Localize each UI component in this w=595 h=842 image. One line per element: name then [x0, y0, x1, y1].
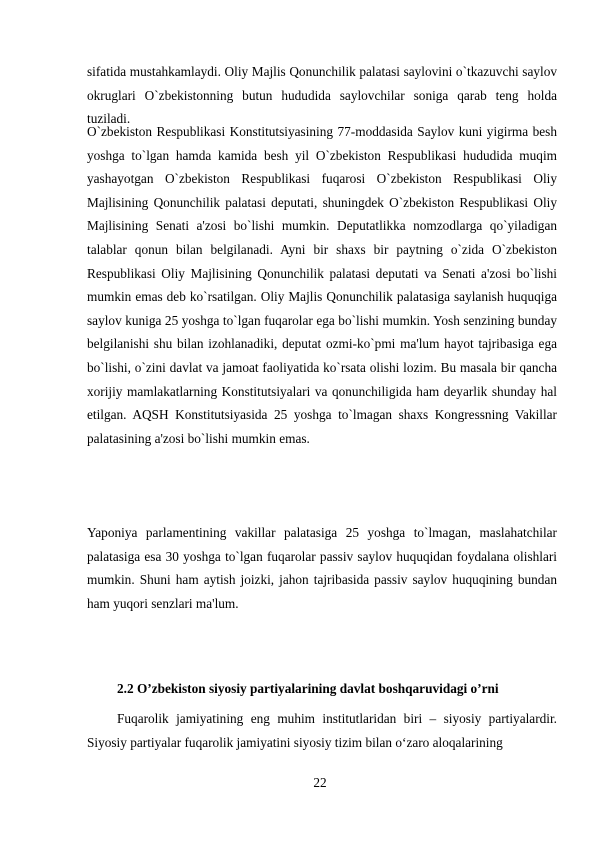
- page-number: 22: [313, 775, 327, 790]
- body-paragraph: sifatida mustahkamlaydi. Oliy Majlis Qonunchilik palatasi saylovini o`tkazuvchi saylov okruglari O`zbekistonning butun hududida saylovchilar soniga qarab teng holda tuziladi.: [87, 64, 557, 127]
- body-paragraph: O`zbekiston Respublikasi Konstitutsiyasining 77-moddasida Saylov kuni yigirma besh yoshga to`lgan hamda kamida besh yil O`zbekiston Respublikasi hududida muqim yashayotgan O`zbekiston Respublikasi fuqarosi O`zbekiston Respublikasi Oliy Majlisining Qonunchilik palatasi deputati, shuningdek O`zbekiston Respublikasi Oliy Majlisining Senati a'zosi bo`lishi mumkin. Deputatlikka nomzodlarga qo`yiladigan talablar qonun bilan belgilanadi. Ayni bir shaxs bir paytning o`zida O`zbekiston Respublikasi Oliy Majlisining Qonunchilik palatasi deputati va Senati a'zosi bo`lishi mumkin emas deb ko`rsatilgan. Oliy Majlis Qonunchilik palatasiga saylanish huquqiga saylov kuniga 25 yoshga to`lgan fuqarolar ega bo`lishi mumkin. Yosh senzining bunday belgilanishi shu bilan izohlanadiki, deputat ozmi-ko`pmi ma'lum hayot tajribasiga ega bo`lishi, o`zini davlat va jamoat faoliyatida ko`rsata olishi lozim. Bu masala bir qancha xorijiy mamlakatlarning Konstitutsiyalari va qonunchiligida ham deyarlik shunday hal etilgan. AQSH Konstitutsiyasida 25 yoshga to`lmagan shaxs Kongressning Vakillar palatasining a'zosi bo`lishi mumkin emas.: [87, 124, 557, 446]
- section-heading: 2.2 O’zbekiston siyosiy partiyalarining davlat boshqaruvidagi o’rni: [117, 681, 499, 696]
- body-paragraph: Yaponiya parlamentining vakillar palatasiga 25 yoshga to`lmagan, maslahatchilar palatasiga esa 30 yoshga to`lgan fuqarolar passiv saylov huquqidan foydalana olishlari mumkin. Shuni ham aytish joizki, jahon tajribasida passiv saylov huquqining bundan ham yuqori senzlari ma'lum.: [87, 525, 557, 611]
- body-paragraph: Fuqarolik jamiyatining eng muhim institutlaridan biri – siyosiy partiyalardir. Siyosiy partiyalar fuqarolik jamiyatini siyosiy tizim bilan o‘zaro aloqalarining: [87, 711, 557, 750]
